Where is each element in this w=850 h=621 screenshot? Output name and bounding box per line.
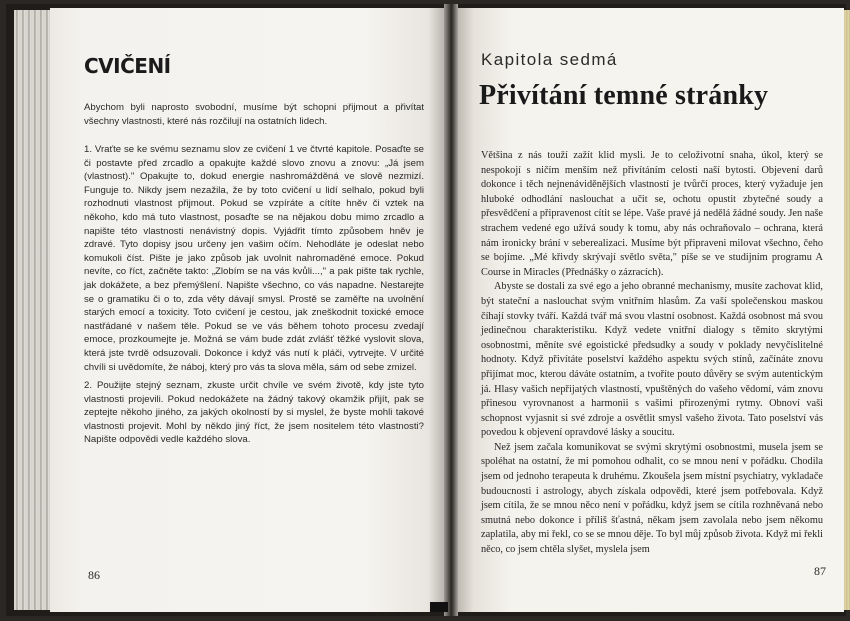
chapter-title: Přivítání temné stránky: [479, 80, 769, 111]
chapter-body: [481, 149, 823, 558]
body-paragraph: Většina z nás touží zažít klid mysli. Je to celoživotní snaha, úkol, který se nespokojí s ničím menším než přivítáním celosti naší bytosti. Objevení darů dokonce i těch nejnenáviděnějších vlastností je tvůrčí proces, který vyžaduje jen hluboké odhodlání naslouchat a učit se, ochotu opustit zbytečné soudy a přesvědčení a připravenost cítit se lépe. Vaše pravé já nedělá žádné soudy. Jen naše strachem vedené ego užívá soudy k tomu, aby nás ochraňovalo – ochrana, která nám ironicky brání v seberealizaci. Musíme být připraveni milovat všechno, čeho se bojíme. „Mé křivdy skrývají světlo světa," píše se ve studijním programu A Course in Miracles (Přednášky o zázracích).: [481, 150, 823, 278]
exercise-intro: [84, 101, 424, 128]
chapter-label: Kapitola sedmá: [481, 50, 618, 69]
page-edges-left: [14, 10, 50, 610]
right-page-number: 87: [814, 564, 826, 578]
intro-paragraph: Abychom byli naprosto svobodní, musíme být schopni přijmout a přivítat všechny vlastnosti, které nás rozčilují na ostatních lidech.: [84, 102, 424, 127]
exercise-step-2: [84, 379, 424, 447]
exercise-step-1: [84, 143, 424, 374]
page-edges-right: [844, 10, 850, 610]
body-paragraph: Abyste se dostali za své ego a jeho obranné mechanismy, musíte zachovat klid, být stateční a naslouchat svým vnitřním hlasům. Za vaší společenskou maskou číhají stovky tváří. Každá tvář má svou vlastní osobnost. Každá osobnost má svou jedinečnou charakteristiku. Když vedete vnitřní dialogy s těmito skrytými osobnostmi, měníte své egoistické předsudky a soudy v poklady nevyčíslitelné hodnoty. Když přivítáte poselství každého aspektu svých stínů, začínáte znovu přijímat moc, kterou dáváte ostatním, a tvoříte pouto důvěry se svým autentickým já. Hlasy vašich nepřijatých vlastností, vpuštěných do vašeho vědomí, vám znovu přinesou vyrovnanost a harmonii s vašimi přirozenými rytmy. Obnoví vaši schopnost vyjasnit si své zdroje a osvětlit smysl vašeho života. Tato poselství vás povedou k objevení opravdové lásky a soucitu.: [481, 281, 823, 439]
step-1-paragraph: 1. Vraťte se ke svému seznamu slov ze cvičení 1 ve čtvrté kapitole. Posaďte se či postavte před zrcadlo a opakujte každé slovo znovu a znovu: „Já jsem (vlastnost)." Opakujte to, dokud energie nashromážděná ve slově nezmizí. Funguje to. Nikdy jsem nezažila, že by toto cvičení u lidí selhalo, pokud byli rozhodnuti vlastnost přijmout. Pokud se vzpíráte a cítíte hněv či vztek na někoho, kdo má tuto vlastnost, posaďte se na nějakou dobu mimo zrcadlo a napište této vlastnosti nenávistný dopis. Vyjádřit tímto způsobem hněv je zdravé. Tyto dopisy jsou určeny jen vašim očím. Nehodláte je odeslat nebo komukoli číst. Pište je jako způsob jak uvolnit nahromaděné emoce. Pokud nevíte, co říct, začněte takto: „Zlobím se na vás kvůli...," a pak pište tak rychle, jak dokážete, a bez přemýšlení. Napište všechno, co vás napadne. Nestarejte se o gramatiku či o to, zda věty dávají smysl. Prostě se zaměřte na uvolnění starých emocí a toxicity. Toto cvičení je cestou, jak zneškodnit toxické emoce nastřádané v našem těle. Pokud se ve vás během tohoto procesu zvedají emoce, prozkoumejte je. Možná se vám bude zdát zvlášť těžké vyslovit slova, která jste tvrdě odsuzovali. Dokonce i když vás nutí k pláči, vytrvejte. V určité chvíli si uvědomíte, že náboj, který pro vás ta slova měla, sám od sebe zmizel.: [84, 144, 424, 373]
book-gutter: [444, 4, 458, 616]
body-paragraph: Než jsem začala komunikovat se svými skrytými osobnostmi, musela jsem se spoléhat na ostatní, že mi pomohou odhalit, co se mnou není v pořádku. Chodila jsem od jednoho terapeuta k druhému. Zkoušela jsem místní psychiatry, vykladače budoucnosti i astrology, abych získala odpovědi, které jsem potřebovala. Když jsem cítila, že se mnou něco není v pořádku, když jsem se cítila rozhněvaná nebo smutná nebo dokonce i příliš šťastná, někam jsem zavolala nebo jsem někomu zaplatila, aby mi řekl, co se se mnou děje. To byl můj způsob života. Když mi řekli něco, co jsem chtěla slyšet, myslela jsem: [481, 441, 823, 556]
spine-bottom: [430, 602, 448, 612]
step-2-paragraph: 2. Použijte stejný seznam, zkuste určit chvíle ve svém životě, kdy jste tyto vlastnosti projevili. Pokud nedokážete na žádný takový okamžik přijít, pak se zeptejte někoho jiného, za jakých okolností by si myslel, že byste mohli takové vlastnosti projevit. Mohl by někdo jiný říct, že jsem nositelem této vlastnosti? Napište odpovědi vedle každého slova.: [84, 380, 424, 446]
left-page-number: 86: [88, 568, 100, 582]
exercise-heading: CVIČENÍ: [84, 54, 171, 78]
